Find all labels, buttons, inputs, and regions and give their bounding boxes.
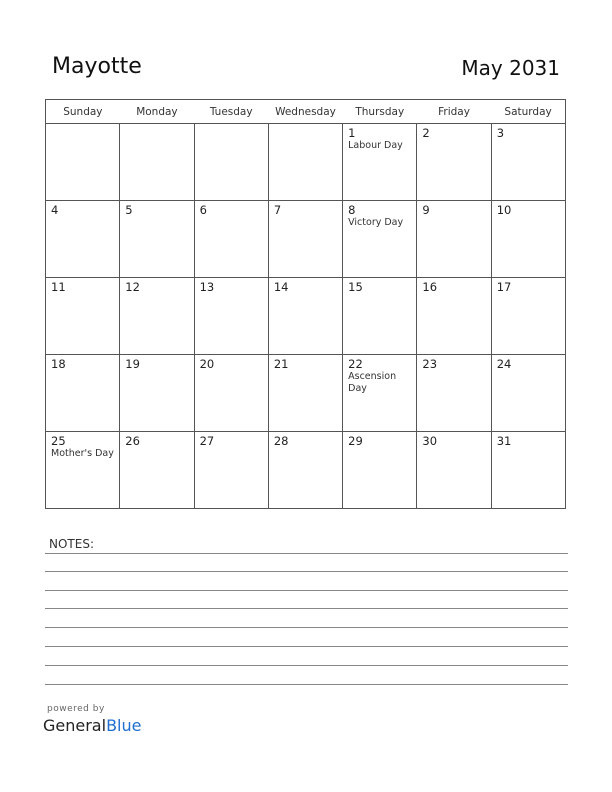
day-cell bbox=[343, 278, 417, 355]
holiday-label: Mother's Day bbox=[51, 448, 114, 459]
day-number: 2 bbox=[422, 126, 430, 140]
week-row bbox=[46, 124, 566, 201]
generalblue-logo bbox=[43, 716, 141, 735]
day-cell bbox=[120, 201, 194, 278]
note-line bbox=[45, 646, 568, 647]
week-row bbox=[46, 355, 566, 432]
weekday-monday: Monday bbox=[120, 100, 194, 124]
day-number: 20 bbox=[199, 357, 215, 371]
powered-by-text: powered by bbox=[47, 704, 105, 714]
month-year-title: May 2031 bbox=[461, 56, 560, 80]
day-number: 14 bbox=[273, 280, 289, 294]
day-number: 3 bbox=[496, 126, 505, 140]
note-line bbox=[45, 684, 568, 685]
day-cell bbox=[417, 124, 491, 201]
day-cell bbox=[120, 355, 194, 432]
day-number: 10 bbox=[496, 203, 512, 217]
weekday-saturday: Saturday bbox=[491, 100, 565, 124]
day-number: 12 bbox=[125, 280, 140, 294]
day-number: 6 bbox=[199, 203, 207, 217]
day-number: 25 bbox=[51, 434, 66, 448]
day-number: 28 bbox=[273, 434, 289, 448]
day-number: 27 bbox=[199, 434, 215, 448]
weekday-thursday: Thursday bbox=[343, 100, 417, 124]
day-number: 8 bbox=[348, 203, 356, 217]
day-cell bbox=[46, 355, 120, 432]
day-number: 16 bbox=[422, 280, 438, 294]
day-cell bbox=[417, 201, 491, 278]
week-row bbox=[46, 201, 566, 278]
day-cell bbox=[194, 124, 268, 201]
day-cell bbox=[343, 432, 417, 509]
day-cell bbox=[491, 124, 565, 201]
day-number: 11 bbox=[51, 280, 66, 294]
day-number: 7 bbox=[273, 203, 282, 217]
holiday-label: Victory Day bbox=[348, 217, 404, 228]
calendar-grid bbox=[45, 99, 566, 509]
day-cell bbox=[268, 432, 342, 509]
day-cell bbox=[120, 124, 194, 201]
weekday-friday: Friday bbox=[417, 100, 491, 124]
day-number: 18 bbox=[51, 357, 66, 371]
brand-general: General bbox=[43, 716, 107, 735]
holiday-label: Labour Day bbox=[348, 140, 403, 151]
note-line bbox=[45, 590, 568, 591]
day-cell bbox=[417, 355, 491, 432]
day-number: 9 bbox=[422, 203, 430, 217]
note-line bbox=[45, 665, 568, 666]
day-cell bbox=[417, 278, 491, 355]
note-line bbox=[45, 608, 568, 609]
day-cell bbox=[491, 355, 565, 432]
day-number: 30 bbox=[422, 434, 438, 448]
day-cell bbox=[194, 278, 268, 355]
day-cell bbox=[268, 124, 342, 201]
country-title: Mayotte bbox=[52, 54, 142, 79]
day-cell bbox=[46, 201, 120, 278]
week-row bbox=[46, 278, 566, 355]
weekday-header-row bbox=[46, 100, 566, 124]
day-number: 5 bbox=[125, 203, 133, 217]
holiday-label: Ascension Day bbox=[348, 371, 397, 394]
day-cell bbox=[268, 278, 342, 355]
day-cell bbox=[491, 201, 565, 278]
day-number: 1 bbox=[348, 126, 356, 140]
day-cell bbox=[491, 278, 565, 355]
day-number: 24 bbox=[496, 357, 512, 371]
day-number: 17 bbox=[496, 280, 512, 294]
day-number: 4 bbox=[51, 203, 59, 217]
day-cell bbox=[120, 278, 194, 355]
day-cell bbox=[46, 432, 120, 509]
day-cell bbox=[491, 432, 565, 509]
day-cell bbox=[343, 355, 417, 432]
day-cell bbox=[194, 355, 268, 432]
day-number: 21 bbox=[273, 357, 289, 371]
weekday-tuesday: Tuesday bbox=[194, 100, 268, 124]
note-line bbox=[45, 553, 568, 554]
day-number: 15 bbox=[348, 280, 363, 294]
day-cell bbox=[343, 201, 417, 278]
day-cell bbox=[268, 201, 342, 278]
day-number: 22 bbox=[348, 357, 363, 371]
day-number: 19 bbox=[125, 357, 140, 371]
day-number: 26 bbox=[125, 434, 140, 448]
brand-blue: Blue bbox=[106, 716, 142, 735]
day-cell bbox=[46, 124, 120, 201]
day-number: 31 bbox=[496, 434, 512, 448]
day-cell bbox=[194, 201, 268, 278]
day-number: 23 bbox=[422, 357, 438, 371]
day-cell bbox=[268, 355, 342, 432]
day-cell bbox=[194, 432, 268, 509]
weekday-sunday: Sunday bbox=[46, 100, 120, 124]
note-line bbox=[45, 571, 568, 572]
day-cell bbox=[120, 432, 194, 509]
day-number: 13 bbox=[199, 280, 215, 294]
day-cell bbox=[417, 432, 491, 509]
day-cell bbox=[46, 278, 120, 355]
weekday-wednesday: Wednesday bbox=[268, 100, 342, 124]
week-row bbox=[46, 432, 566, 509]
day-number: 29 bbox=[348, 434, 363, 448]
note-line bbox=[45, 627, 568, 628]
day-cell bbox=[343, 124, 417, 201]
notes-label: NOTES: bbox=[49, 537, 94, 551]
